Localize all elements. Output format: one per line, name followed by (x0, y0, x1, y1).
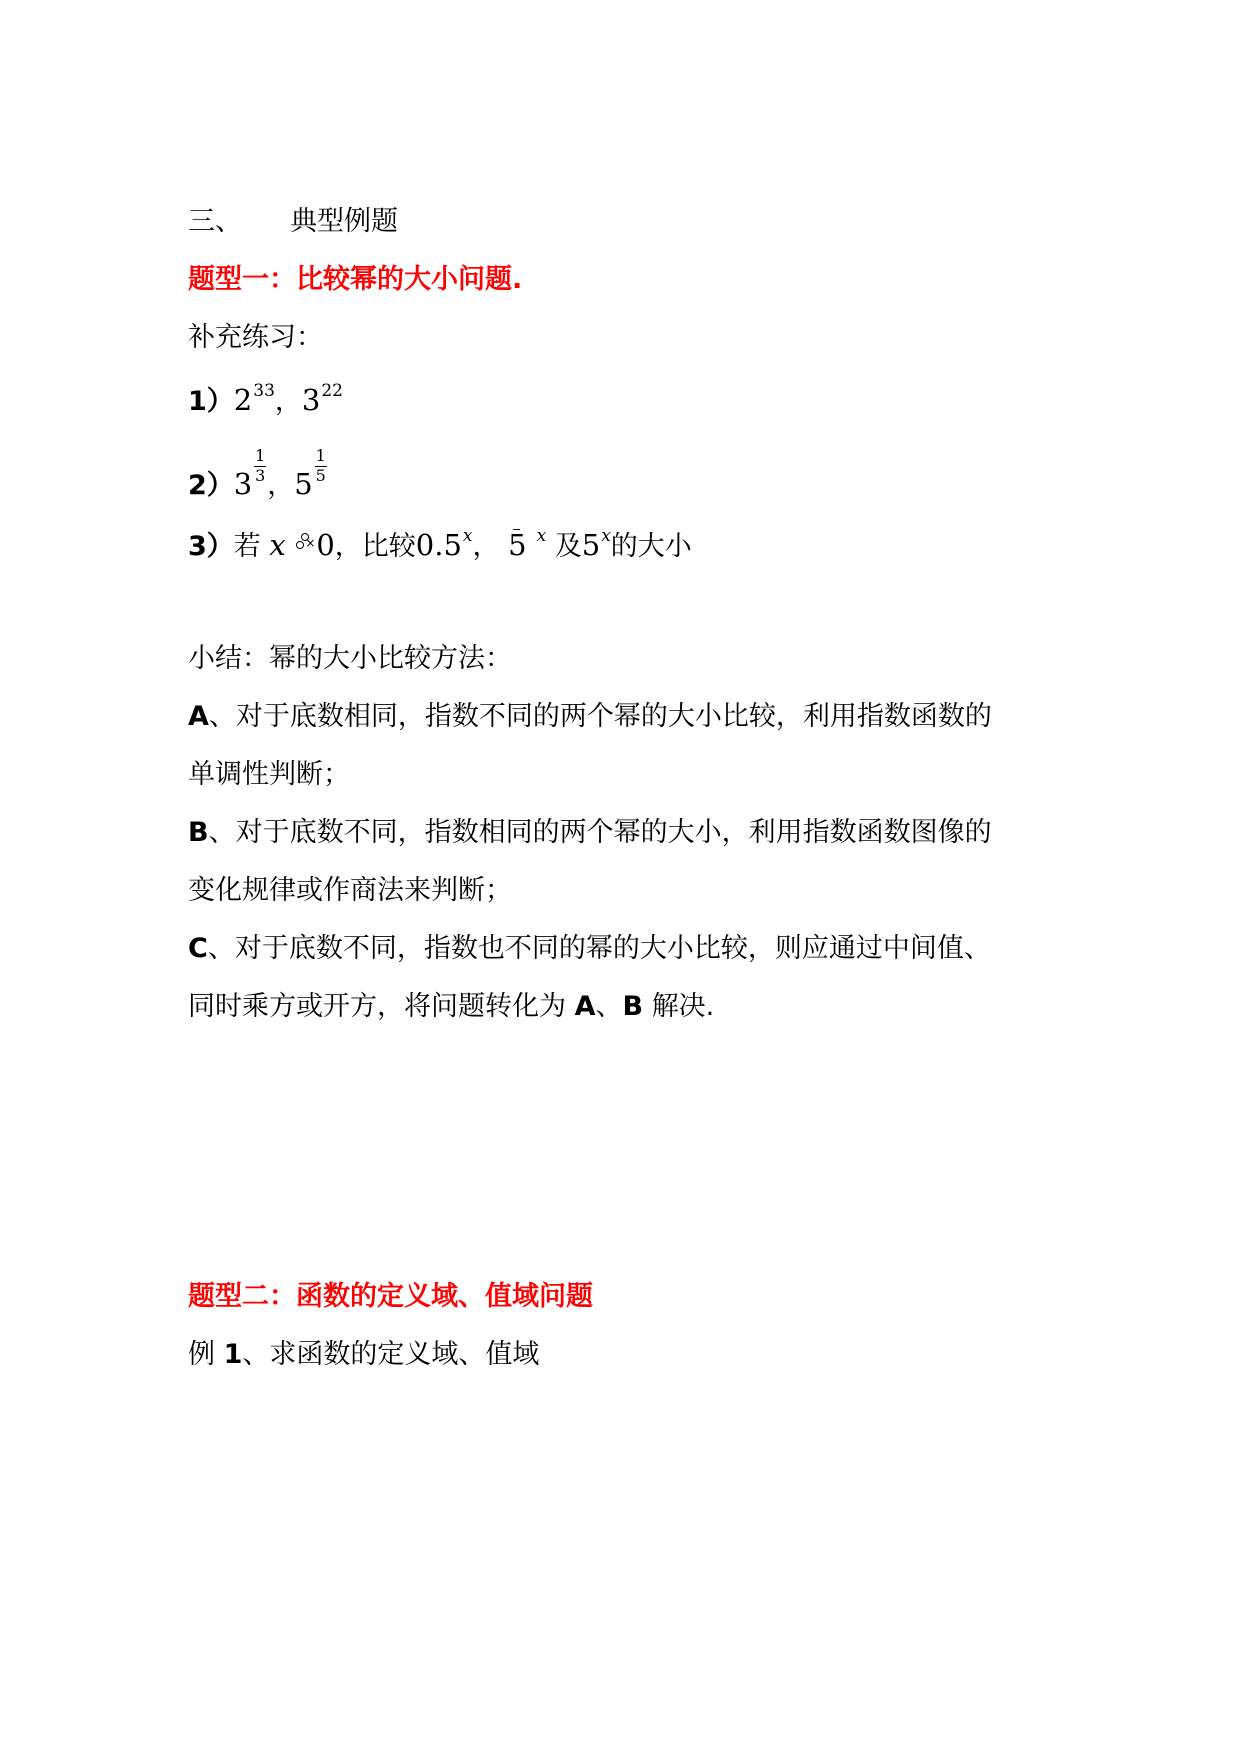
summary-c-line1 (188, 931, 991, 967)
summary-a-line2: 单调性判断； (188, 759, 350, 790)
compare-text: 比较 (361, 531, 416, 562)
summary-b-label: B (188, 817, 209, 848)
power-exponent: 22 (321, 381, 343, 401)
power-exponent: x (601, 526, 611, 546)
fraction-denominator: 5 (315, 466, 326, 485)
power-exponent: 33 (253, 381, 275, 401)
summary-a-label: A (188, 701, 209, 732)
summary-c-text-pre: 同时乘方或开方，将问题转化为 (188, 991, 566, 1022)
variable-x: x (269, 528, 286, 562)
summary-a-text: 、对于底数相同，指数不同的两个幂的大小比较，利用指数函数的 (208, 701, 992, 732)
example-label: 例 (188, 1339, 215, 1370)
section-title: 典型例题 (290, 206, 398, 237)
separator: ， (267, 470, 295, 501)
power-base: 3 (233, 467, 253, 501)
list-separator: 、 (595, 991, 623, 1022)
fraction-exponent (314, 448, 328, 488)
summary-c-text: 、对于底数不同，指数也不同的幂的大小比较，则应通过中间值、 (207, 933, 991, 964)
power-base: 3 (301, 383, 321, 417)
summary-b-line2: 变化规律或作商法来判断； (188, 875, 512, 906)
fraction-denominator: 3 (255, 466, 266, 485)
power-base: 2 (233, 383, 253, 417)
example1-line (188, 1337, 539, 1373)
section-number: 三、 (188, 206, 242, 237)
summary-b-text: 、对于底数不同，指数相同的两个幂的大小，利用指数函数图像的 (208, 817, 992, 848)
summary-a-line1 (188, 699, 992, 735)
type2-heading: 题型二：函数的定义域、值域问题 (188, 1281, 593, 1312)
item-number: 1） (188, 386, 234, 417)
practice-item-1 (188, 382, 343, 423)
ruo-text: 若 (233, 531, 261, 562)
separator: ， (274, 386, 302, 417)
summary-b-line1 (188, 815, 992, 851)
practice-item-3 (188, 527, 692, 568)
zero-value: 0 (316, 528, 335, 562)
power-base-with-bar: 5 (508, 528, 527, 562)
power-exponent: x (462, 526, 473, 546)
comma: ， (334, 531, 362, 562)
section-heading (188, 204, 398, 240)
fraction-exponent (253, 448, 267, 488)
power-base: 0.5 (415, 528, 462, 562)
example-number: 1 (223, 1339, 243, 1370)
ji-text: 及 (554, 531, 582, 562)
item-number: 2） (188, 470, 234, 501)
practice-item-2 (188, 446, 328, 506)
label-a: A (574, 991, 596, 1022)
separator: ， (472, 531, 500, 562)
summary-c-label: C (188, 933, 208, 964)
summary-c-line2 (188, 989, 714, 1025)
example-text: 、求函数的定义域、值域 (242, 1339, 540, 1370)
item-number: 3） (188, 531, 234, 562)
power-base: 5 (294, 467, 313, 501)
type1-heading: 题型一：比较幂的大小问题. (188, 264, 523, 295)
label-b: B (622, 991, 644, 1022)
fraction-numerator: 1 (315, 446, 326, 465)
power-base: 5 (581, 528, 601, 562)
comparison-symbol-icon: × (296, 535, 314, 555)
summary-title: 小结：幂的大小比较方法： (188, 643, 512, 674)
tail-text: 的大小 (610, 531, 692, 562)
fraction-numerator: 1 (255, 446, 266, 465)
summary-c-text-post: 解决. (651, 991, 715, 1022)
power-exponent: x (536, 526, 547, 546)
practice-label: 补充练习： (188, 322, 323, 353)
